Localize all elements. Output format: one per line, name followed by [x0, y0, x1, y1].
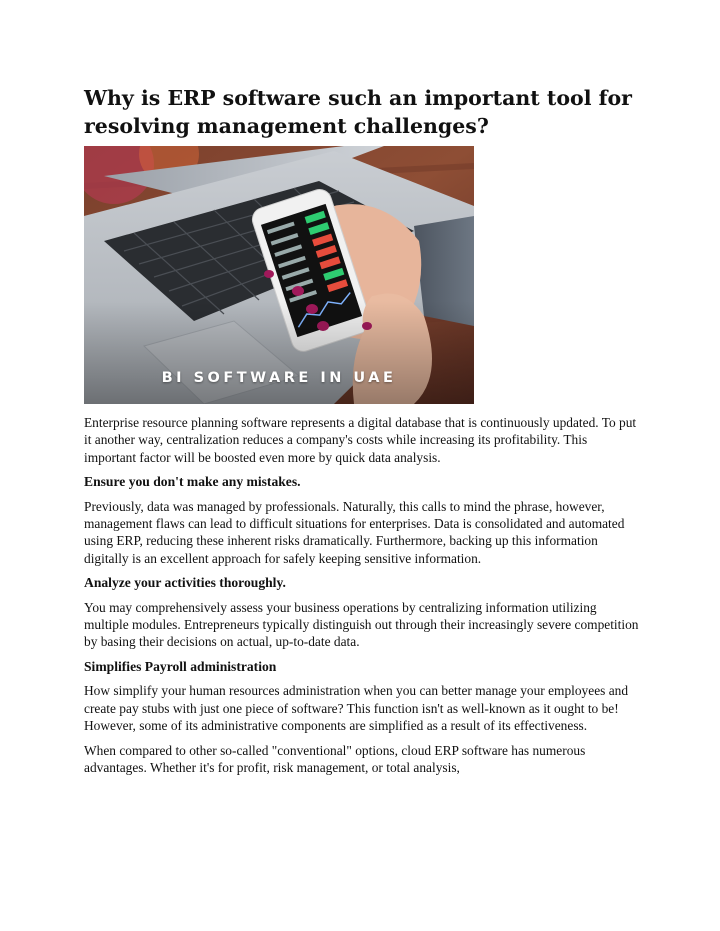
article-body [84, 414, 640, 783]
section-heading-payroll: Simplifies Payroll administration [84, 658, 277, 674]
paragraph-cloud-erp: When compared to other so-called "conventional" options, cloud ERP software has numerous advantages. Whether it's for profit, risk management, or total analysis, [84, 742, 586, 775]
hero-image [84, 146, 474, 404]
paragraph-mistakes: Previously, data was managed by professionals. Naturally, this calls to mind the phrase, however, management flaws can lead to difficult situations for enterprises. Data is consolidated and automated using ERP, reducing these inherent risks dramatically. Furthermore, backing up this information digitally is an excellent approach for safely keeping sensitive information. [84, 498, 625, 566]
section-heading-mistakes: Ensure you don't make any mistakes. [84, 474, 301, 490]
image-caption: BI SOFTWARE IN UAE [161, 370, 397, 386]
article-title: Why is ERP software such an important tool for resolving management challenges? [84, 86, 632, 138]
laptop-phone-illustration [84, 146, 474, 404]
intro-paragraph: Enterprise resource planning software represents a digital database that is continuously updated. To put it another way, centralization reduces a company's costs while increasing its profitability. This important factor will be boosted even more by quick data analysis. [84, 415, 637, 465]
paragraph-analyze: You may comprehensively assess your business operations by centralizing information utilizing multiple modules. Entrepreneurs typically distinguish out through their increasingly severe competition by basing their decisions on actual, up-to-date data. [84, 599, 639, 650]
section-heading-analyze: Analyze your activities thoroughly. [84, 575, 286, 591]
paragraph-payroll: How simplify your human resources administration when you can better manage your employees and create pay stubs with just one piece of software? This function isn't as well-known as it ought to be! However, some of its administrative components are simplified as a result of its effectiveness. [84, 683, 629, 734]
